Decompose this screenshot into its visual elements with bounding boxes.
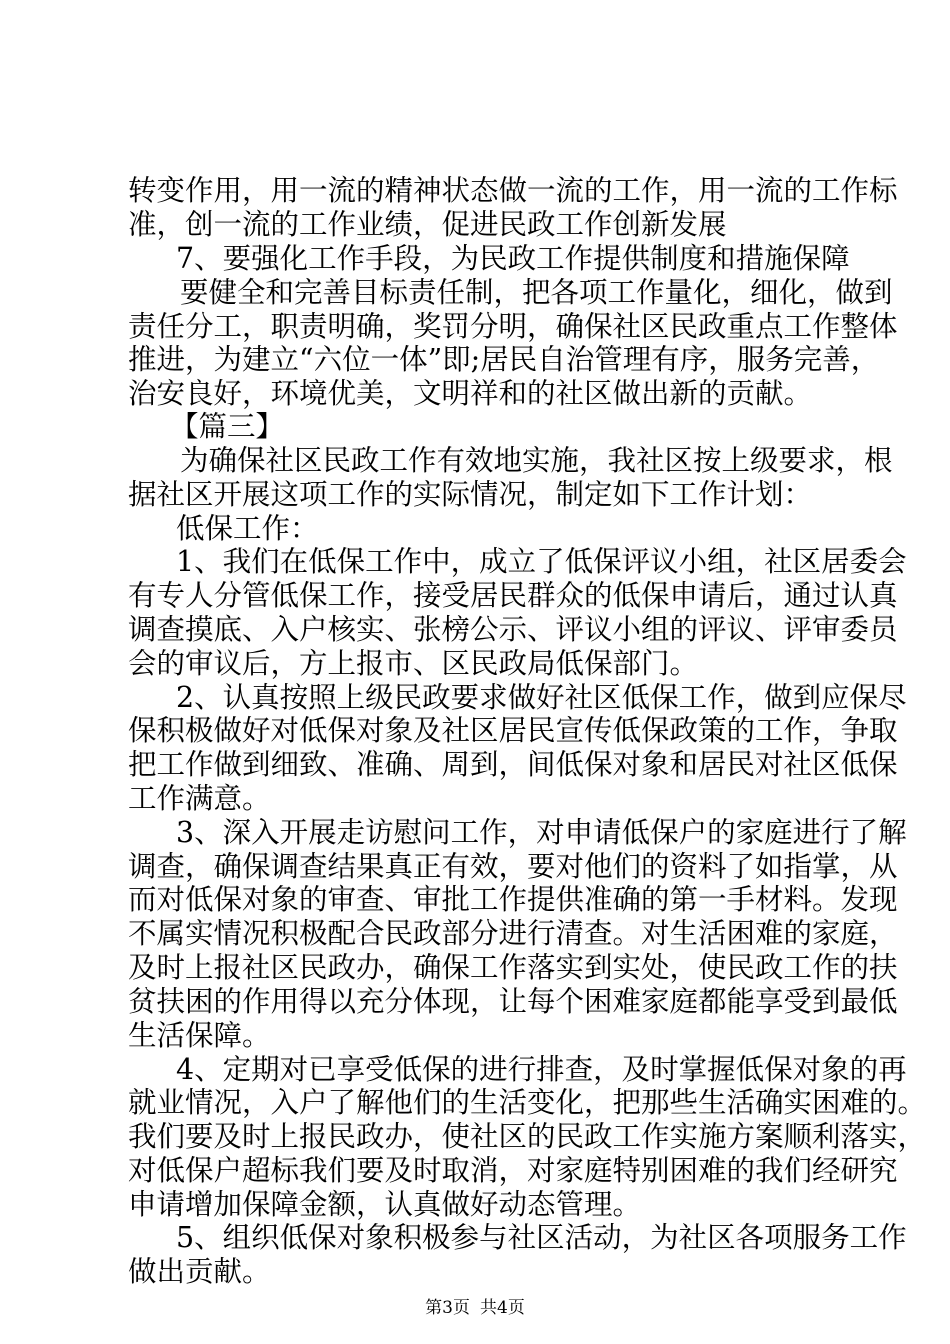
text-line: 1、我们在低保工作中，成立了低保评议小组，社区居委会 [176, 545, 907, 578]
text-line: 贫扶困的作用得以充分体现，让每个困难家庭都能享受到最低 [128, 985, 898, 1018]
text-line: 4、定期对已享受低保的进行排查，及时掌握低保对象的再 [176, 1053, 907, 1086]
text-line: 7、要强化工作手段，为民政工作提供制度和措施保障 [176, 242, 850, 275]
text-line: 转变作用，用一流的精神状态做一流的工作，用一流的工作标 [128, 174, 898, 207]
text-line: 申请增加保障金额，认真做好动态管理。 [128, 1188, 642, 1221]
text-line: 对低保户超标我们要及时取消，对家庭特别困难的我们经研究 [128, 1154, 898, 1187]
text-line: 而对低保对象的审查、审批工作提供准确的第一手材料。发现 [128, 883, 898, 916]
text-line: 调查，确保调查结果真正有效，要对他们的资料了如指掌，从 [128, 850, 898, 883]
text-line: 准，创一流的工作业绩，促进民政工作创新发展 [128, 208, 727, 241]
text-line: 保积极做好对低保对象及社区居民宣传低保政策的工作，争取 [128, 714, 898, 747]
text-line: 低保工作： [176, 512, 319, 545]
text-line: 为确保社区民政工作有效地实施，我社区按上级要求，根 [180, 444, 893, 477]
text-line: 推进，为建立“六位一体”即;居民自治管理有序，服务完善， [128, 343, 880, 376]
page-total: 共4页 [480, 1298, 525, 1318]
text-line: 会的审议后，方上报市、区民政局低保部门。 [128, 647, 699, 680]
text-line: 据社区开展这项工作的实际情况，制定如下工作计划： [128, 478, 813, 511]
text-line: 及时上报社区民政办，确保工作落实到实处，使民政工作的扶 [128, 951, 898, 984]
text-line: 做出贡献。 [128, 1255, 271, 1288]
text-line: 3、深入开展走访慰问工作，对申请低保户的家庭进行了解 [176, 816, 907, 849]
text-line: 有专人分管低保工作，接受居民群众的低保申请后，通过认真 [128, 579, 898, 612]
text-line: 我们要及时上报民政办，使社区的民政工作实施方案顺利落实， [128, 1120, 927, 1153]
text-line: 5、组织低保对象积极参与社区活动，为社区各项服务工作 [176, 1221, 907, 1254]
text-line: 调查摸底、入户核实、张榜公示、评议小组的评议、评审委员 [128, 613, 898, 646]
text-line: 生活保障。 [128, 1019, 271, 1052]
page-footer [0, 1300, 950, 1317]
text-line: 治安良好，环境优美，文明祥和的社区做出新的贡献。 [128, 377, 813, 410]
text-line: 把工作做到细致、准确、周到，间低保对象和居民对社区低保 [128, 748, 898, 781]
text-line: 工作满意。 [128, 782, 271, 815]
text-line: 要健全和完善目标责任制，把各项工作量化，细化，做到 [180, 276, 893, 309]
page-number: 第3页 [425, 1298, 470, 1318]
section-heading: 【篇三】 [170, 410, 285, 443]
text-line: 责任分工，职责明确，奖罚分明，确保社区民政重点工作整体 [128, 310, 898, 343]
text-line: 就业情况，入户了解他们的生活变化，把那些生活确实困难的。 [128, 1086, 927, 1119]
text-line: 2、认真按照上级民政要求做好社区低保工作，做到应保尽 [176, 681, 907, 714]
text-line: 不属实情况积极配合民政部分进行清查。对生活困难的家庭， [128, 917, 898, 950]
